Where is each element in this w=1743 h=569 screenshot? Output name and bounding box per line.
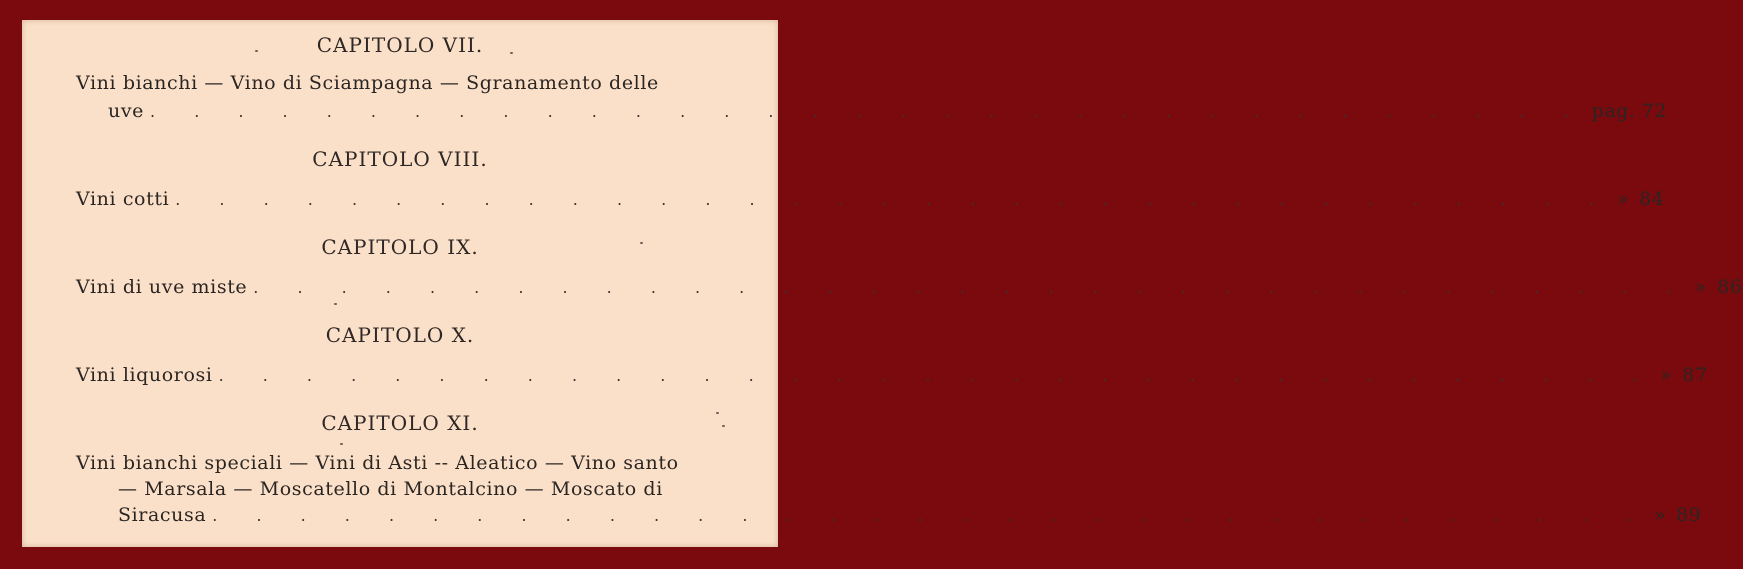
page-number: 72 <box>1641 100 1667 122</box>
toc-entry <box>108 98 1667 124</box>
chapter-heading: CAPITOLO IX. <box>321 235 479 259</box>
paper-speck <box>716 412 719 414</box>
paper-speck <box>255 50 258 52</box>
toc-entry-line: — Marsala — Moscatello di Montalcino — Moscato di <box>118 478 663 500</box>
chapter-heading: CAPITOLO XI. <box>321 411 479 435</box>
toc-entry <box>76 274 1743 300</box>
chapter-heading: CAPITOLO VII. <box>316 33 484 57</box>
toc-entry-title: Siracusa <box>118 504 207 526</box>
paper-speck <box>722 425 725 427</box>
toc-entry-title: uve <box>108 100 145 122</box>
page-prefix: » <box>1616 188 1630 210</box>
chapter-heading: CAPITOLO X. <box>325 323 475 347</box>
chapter-heading: CAPITOLO VIII. <box>312 147 488 171</box>
page-number: 86 <box>1717 276 1743 298</box>
paper-speck <box>340 443 343 445</box>
paper-speck <box>640 242 643 244</box>
toc-entry <box>76 186 1665 212</box>
document-page <box>22 20 1743 547</box>
page-number: 87 <box>1682 364 1708 386</box>
toc-entry-title: Vini di uve miste <box>76 276 248 298</box>
paper-speck <box>510 52 513 54</box>
paper-speck <box>334 303 337 305</box>
toc-entry-title: Vini liquorosi <box>76 364 213 386</box>
page-prefix: » <box>1694 276 1708 298</box>
dot-leader: . . . . . . . . . . . . . . . . . . . . . . . . . . . . . . . . . <box>150 102 1586 121</box>
dot-leader: . . . . . . . . . . . . . . . . . . . . . . . . . . . . . . . . . <box>175 190 1611 209</box>
page-number: 89 <box>1676 504 1702 526</box>
dot-leader: . . . . . . . . . . . . . . . . . . . . . . . . . . . . . . . . . <box>218 366 1655 385</box>
page-prefix: » <box>1653 504 1667 526</box>
toc-entry <box>118 502 1702 528</box>
page-number: 84 <box>1639 188 1665 210</box>
toc-entry-title: Vini cotti <box>76 188 170 210</box>
page-prefix: pag. <box>1591 100 1636 122</box>
toc-entry-line: Vini bianchi — Vino di Sciampagna — Sgranamento delle <box>76 72 659 94</box>
dot-leader: . . . . . . . . . . . . . . . . . . . . . . . . . . . . . . . . . <box>212 506 1648 525</box>
page-prefix: » <box>1660 364 1673 386</box>
toc-entry-line: Vini bianchi speciali — Vini di Asti -- Aleatico — Vino santo <box>76 452 679 474</box>
dot-leader: . . . . . . . . . . . . . . . . . . . . . . . . . . . . . . . . . <box>253 278 1689 297</box>
toc-entry <box>76 362 1708 388</box>
